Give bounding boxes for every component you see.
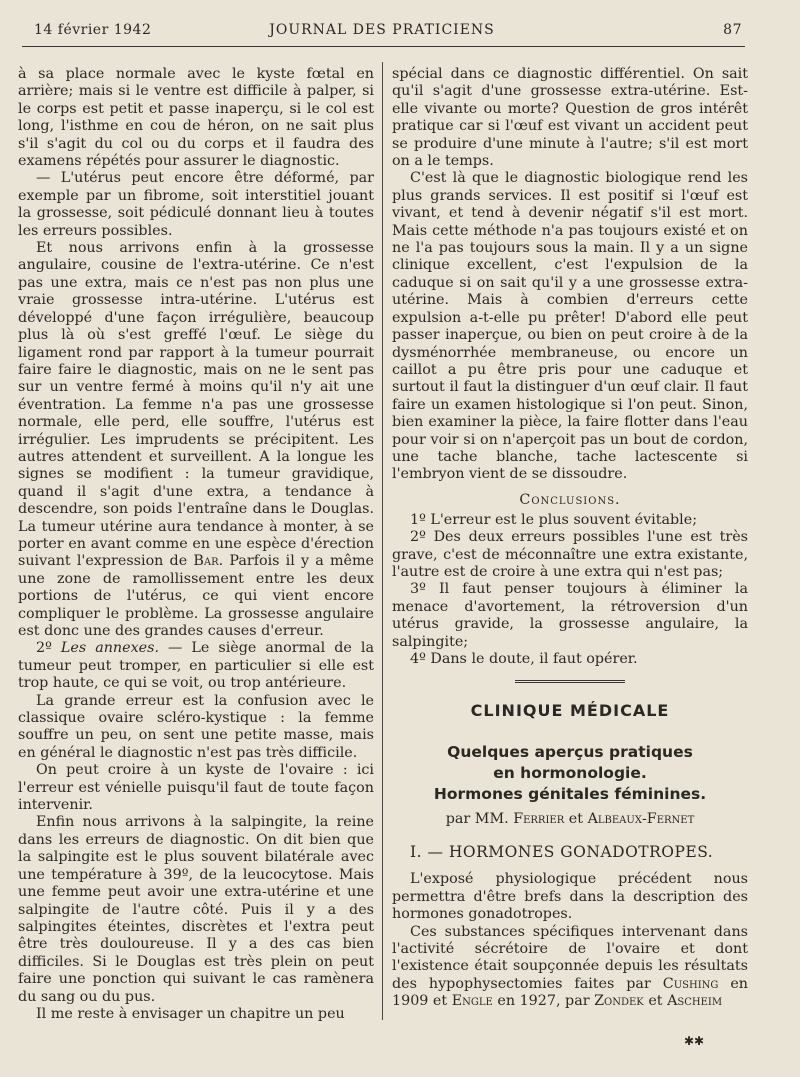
- cited-author: Zondek: [594, 993, 644, 1010]
- author-name: Albeaux-Fernet: [587, 811, 695, 828]
- paragraph-text: . Parfois il y a même une zone de ramollissement entre les deux portions de l'utérus, ce qui vient encore compliquer le problème. La grossesse angulaire est donc une des grandes causes d'erreur.: [18, 553, 374, 639]
- subsection-heading: I. — HORMONES GONADOTROPES.: [410, 843, 714, 862]
- paragraph: C'est là que le diagnostic biologique rend les plus grands services. Il est positif si l'œuf est vivant, et tend à devenir négatif s'il est mort. Mais cette méthode n'a pas toujours existé et on ne l'a pas toujours sous la main. Il y a un signe clinique excellent, c'est l'expulsion de la caduque si on sait qu'il y a une grossesse extra-utérine. Mais à combien d'erreurs cette expulsion a-t-elle pu prêter! D'abord elle peut passer inaperçue, ou bien on peut croire à de la dysménorrhée membraneuse, ou encore un caillot a pu être pris pour une caduque et surtout il faut la distinguer d'un œuf clair. Il faut faire un examen histologique si l'on peut. Sinon, bien examiner la pièce, la faire flotter dans l'eau pour voir si on n'aperçoit pas un bout de cordon, une tache blanche, tache lactescente si l'embryon vient de se dissoudre.: [392, 170, 748, 483]
- paragraph: L'exposé physiologique précédent nous permettra d'être brefs dans la description des hormones gonadotropes.: [392, 871, 748, 923]
- paragraph: — L'utérus peut encore être déformé, par exemple par un fibrome, soit interstitiel jouant la grossesse, soit pédiculé donnant lieu à toutes les erreurs possibles.: [18, 170, 374, 239]
- paragraph-text: — Le siège anormal de la tumeur peut tromper, en particulier si elle est trop haute, ce qui se voit, ou trop antérieure.: [18, 640, 374, 692]
- header-date: 14 février 1942: [34, 22, 152, 38]
- paragraph-text: Ces substances spécifiques intervenant dans l'activité sécrétoire de l'ovaire et dont l'existence était soupçonnée depuis les résultats des hypophysectomies faites par: [392, 923, 748, 992]
- author-name: Ferrier: [513, 811, 565, 828]
- running-header: [22, 22, 742, 46]
- page-number: 87: [723, 22, 742, 38]
- section-separator: [515, 680, 625, 683]
- subsection-title: Les annexes.: [60, 640, 160, 657]
- paragraph: [392, 924, 748, 1011]
- conclusion-item: 2º Des deux erreurs possibles l'une est très grave, c'est de méconnaître une extra existante, l'autre est de croire à une extra qui n'est pas;: [392, 529, 748, 580]
- paragraph: Il me reste à envisager un chapitre un peu: [36, 1005, 345, 1022]
- column-divider: [382, 62, 383, 1020]
- section-heading: CLINIQUE MÉDICALE: [470, 701, 670, 721]
- conclusion-item: 3º Il faut penser toujours à éliminer la menace d'avortement, la rétroversion d'un utérus gravide, la grossesse angulaire, la salpingite;: [392, 581, 748, 650]
- paragraph-text: Et nous arrivons enfin à la grossesse angulaire, cousine de l'extra-utérine. Ce n'est pas une extra, mais ce n'est pas non plus une vraie grossesse intra-utérine. L'utérus est développé d'une façon irrégulière, beaucoup plus là où s'est greffé l'œuf. Le siège du ligament rond par rapport à la tumeur pourrait faire faire le diagnostic, mais on ne le sent pas sur un ventre fermé à moins qu'il n'y ait une éventration. La femme n'a pas une grossesse normale, elle perd, elle souffre, l'utérus est irrégulier. Les imprudents se précipitent. Les autres attendent et surveillent. A la longue les signes se modifient : la tumeur gravidique, quand il s'agit d'une extra, a tendance à descendre, son poids l'entraîne dans le Douglas. La tumeur utérine aura tendance à monter, à se porter en avant comme en une espèce d'érection suivant l'expression de: [18, 240, 374, 570]
- journal-title: JOURNAL DES PRATICIENS: [269, 22, 495, 38]
- continuation-mark: ✱✱: [684, 1034, 705, 1048]
- paragraph-text: et: [643, 993, 668, 1010]
- paragraph: à sa place normale avec le kyste fœtal en arrière; mais si le ventre est difficile à palper, si le corps est petit et passe inaperçu, si le col est long, l'isthme en cou de héron, on ne sait plus s'il s'agit du col ou du corps et il faudra des examens répétés pour assurer le diagnostic.: [18, 66, 374, 170]
- cited-author: Bar: [193, 553, 219, 570]
- authors-prefix: par MM.: [445, 811, 509, 828]
- list-number: 2º: [36, 640, 52, 657]
- paragraph: [18, 640, 374, 692]
- paragraph: On peut croire à un kyste de l'ovaire : ici l'erreur est vénielle puisqu'il faut de toute façon intervenir.: [18, 762, 374, 814]
- authors-and: et: [568, 811, 584, 828]
- paragraph: Enfin nous arrivons à la salpingite, la reine dans les erreurs de diagnostic. On dit bien que la salpingite est le plus souvent bilatérale avec une température à 39º, de la leucocytose. Mais une femme peut avoir une extra-utérine et une salpingite de l'autre côté. Puis il y a des salpingites éteintes, discrètes et l'extra peut être très douloureuse. Il y a des cas bien difficiles. Si le Douglas est très plein on peut faire une ponction qui suivant le cas ramènera du sang ou du pus.: [18, 814, 374, 1005]
- article-title-line: Quelques aperçus pratiques: [447, 743, 693, 762]
- cited-author: Engle: [451, 993, 493, 1010]
- cited-author: Cushing: [662, 975, 719, 992]
- conclusion-item: 1º L'erreur est le plus souvent évitable;: [410, 511, 698, 528]
- paragraph-text: en 1927, par: [492, 993, 595, 1010]
- conclusions-heading: Conclusions.: [519, 491, 621, 508]
- paragraph: La grande erreur est la confusion avec le classique ovaire scléro-kystique : la femme souffre un peu, on sent une petite masse, mais en général le diagnostic n'est pas très difficile.: [18, 692, 374, 761]
- cited-author: Ascheim: [667, 993, 723, 1010]
- left-column: [18, 66, 374, 1023]
- article-title-line: en hormonologie.: [493, 764, 647, 783]
- paragraph: [18, 240, 374, 640]
- paragraph: spécial dans ce diagnostic différentiel. On sait qu'il s'agit d'une grossesse extra-utérine. Est-elle vivante ou morte? Question de gros intérêt pratique car si l'œuf est vivant un accident peut se produire d'une minute à l'autre; s'il est mort on a le temps.: [392, 66, 748, 170]
- header-rule: [22, 46, 745, 47]
- conclusion-item: 4º Dans le doute, il faut opérer.: [410, 651, 638, 667]
- right-column: [392, 66, 748, 1011]
- article-authors: [392, 811, 748, 827]
- article-title-line: Hormones génitales féminines.: [433, 785, 707, 804]
- paragraph-text: en 1909 et: [392, 975, 749, 1010]
